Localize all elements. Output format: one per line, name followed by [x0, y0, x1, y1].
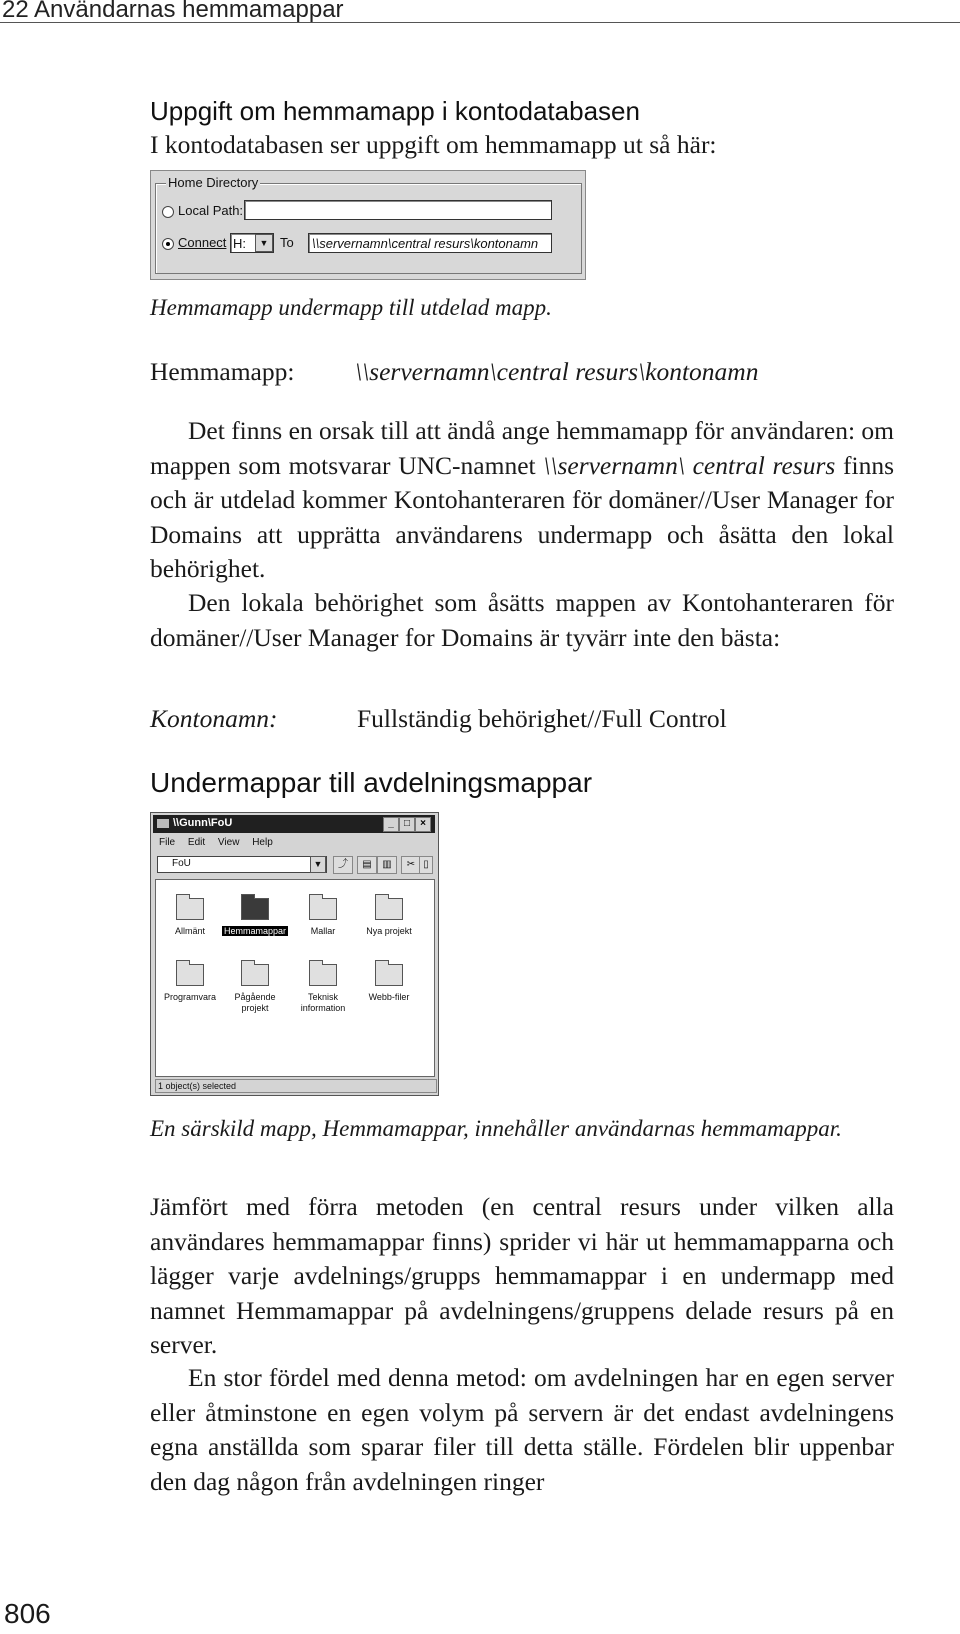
- map-drive-icon[interactable]: ▤: [357, 856, 377, 874]
- chevron-down-icon[interactable]: ▼: [310, 856, 326, 873]
- running-header: 22 Användarnas hemmamappar: [0, 0, 960, 23]
- folder-item[interactable]: [288, 964, 358, 1014]
- address-combo[interactable]: [157, 856, 327, 873]
- figure-caption-home-directory: Hemmamapp undermapp till utdelad mapp.: [150, 295, 552, 320]
- account-value: Fullständig behörighet//Full Control: [357, 704, 727, 733]
- folder-label: Allmänt: [174, 926, 205, 936]
- close-button[interactable]: ×: [415, 817, 431, 832]
- menu-view[interactable]: View: [217, 837, 240, 848]
- folder-icon: [309, 964, 337, 986]
- home-directory-value: \\servernamn\central resurs\kontonamn: [355, 357, 759, 386]
- folder-item-selected[interactable]: [220, 898, 290, 937]
- page-number: 806: [4, 1598, 51, 1629]
- local-path-label: Local Path:: [178, 203, 244, 218]
- local-path-radio[interactable]: [162, 206, 174, 218]
- folder-icon: [241, 964, 269, 986]
- home-directory-dialog: [150, 170, 586, 280]
- disconnect-drive-icon[interactable]: ▥: [377, 856, 397, 874]
- paragraph-advantage-text: En stor fördel med denna metod: om avdelningen har en egen server eller åtminstone en egen volym på servern är det endast avdelningens egna anställda som sparar filer till detta ställe. Fördelen blir uppenbar den dag någon från avdelningen ringer: [150, 1363, 894, 1496]
- menu-help[interactable]: Help: [252, 837, 273, 848]
- account-key: Kontonamn:: [150, 704, 278, 733]
- window-title: \\Gunn\FoU: [173, 817, 233, 829]
- home-directory-key: Hemmamapp:: [150, 357, 295, 386]
- folder-item[interactable]: [155, 898, 225, 937]
- folder-label: Pågående projekt: [234, 992, 276, 1013]
- paragraph-local-permission-text: Den lokala behörighet som åsätts mappen av Kontohanteraren för domäner//User Manager for Domains är tyvärr inte den bästa:: [150, 588, 894, 652]
- explorer-window: [150, 812, 439, 1096]
- window-titlebar: [153, 815, 435, 833]
- menu-bar: [159, 837, 283, 848]
- intro-paragraph: I kontodatabasen ser uppgift om hemmamapp ut så här:: [150, 130, 717, 159]
- drive-select[interactable]: [230, 233, 274, 253]
- menu-edit[interactable]: Edit: [187, 837, 206, 848]
- folder-label: Webb-filer: [368, 992, 410, 1002]
- connect-radio[interactable]: [162, 238, 174, 250]
- folder-label: Nya projekt: [366, 926, 412, 936]
- folder-icon: [176, 964, 204, 986]
- folder-icon: [241, 898, 269, 920]
- minimize-button[interactable]: _: [383, 817, 399, 832]
- group-title: Home Directory: [168, 175, 259, 190]
- folder-item[interactable]: [155, 964, 225, 1003]
- address-value: FoU: [172, 858, 191, 869]
- menu-file[interactable]: File: [159, 837, 176, 848]
- folder-item[interactable]: [288, 898, 358, 937]
- home-directory-row: [150, 357, 759, 387]
- up-folder-icon[interactable]: ⤴: [333, 856, 353, 874]
- home-directory-group: [155, 175, 582, 274]
- folder-item[interactable]: [354, 964, 424, 1003]
- connect-label: Connect: [178, 235, 227, 250]
- to-path-value: \\servernamn\central resurs\kontonamn: [312, 236, 539, 251]
- cut-icon[interactable]: ✂: [401, 856, 421, 874]
- folder-icon: [176, 898, 204, 920]
- account-permission-row: [150, 704, 727, 734]
- file-pane: [155, 879, 435, 1077]
- drive-value: H:: [233, 236, 246, 251]
- folder-label: Hemmamappar: [223, 926, 287, 936]
- to-label: To: [280, 235, 294, 250]
- status-bar: 1 object(s) selected: [155, 1079, 437, 1093]
- local-path-input[interactable]: [244, 200, 552, 220]
- folder-label: Programvara: [163, 992, 217, 1002]
- paragraph-local-permission: [150, 586, 894, 655]
- paragraph-reason-part3: finns och är utdelad kommer Kontohanteraren för domäner//User Manager for Domains att upprätta användarens undermapp och åsätta den lokal behörighet.: [150, 450, 895, 583]
- section-heading-home-directory: Uppgift om hemmamapp i kontodatabasen: [150, 96, 640, 126]
- folder-icon: [375, 964, 403, 986]
- paragraph-advantage: [150, 1361, 894, 1499]
- paragraph-comparison: Jämfört med förra metoden (en central resurs under vilken alla användares hemmamappar finns) sprider vi här ut hemmamapparna och lägger varje avdelnings/grupps hemmamappar i en undermapp med namnet Hemmamappar på avdelningens/gruppens delade resurs på en server.: [150, 1192, 894, 1359]
- figure-caption-explorer: En särskild mapp, Hemmamappar, innehåller användarnas hemmamappar.: [150, 1116, 842, 1141]
- paragraph-reason: [150, 414, 894, 587]
- to-path-input[interactable]: [308, 233, 552, 253]
- chevron-down-icon[interactable]: ▼: [255, 234, 273, 252]
- toolbar: [153, 853, 435, 877]
- folder-item[interactable]: [354, 898, 424, 937]
- folder-item[interactable]: [220, 964, 290, 1014]
- section-heading-subfolders: Undermappar till avdelningsmappar: [150, 767, 593, 798]
- folder-icon: [157, 819, 169, 828]
- folder-icon: [375, 898, 403, 920]
- copy-icon[interactable]: ▯: [419, 856, 433, 874]
- paragraph-reason-part1: Det finns en orsak till att ändå ange hemmamapp för användaren: om mappen som motsvarar UNC-namnet: [150, 416, 894, 480]
- maximize-button[interactable]: □: [399, 817, 415, 832]
- folder-icon: [309, 898, 337, 920]
- folder-label: Teknisk information: [300, 992, 346, 1013]
- unc-name: \\servernamn\ central resurs: [543, 450, 836, 480]
- folder-label: Mallar: [310, 926, 336, 936]
